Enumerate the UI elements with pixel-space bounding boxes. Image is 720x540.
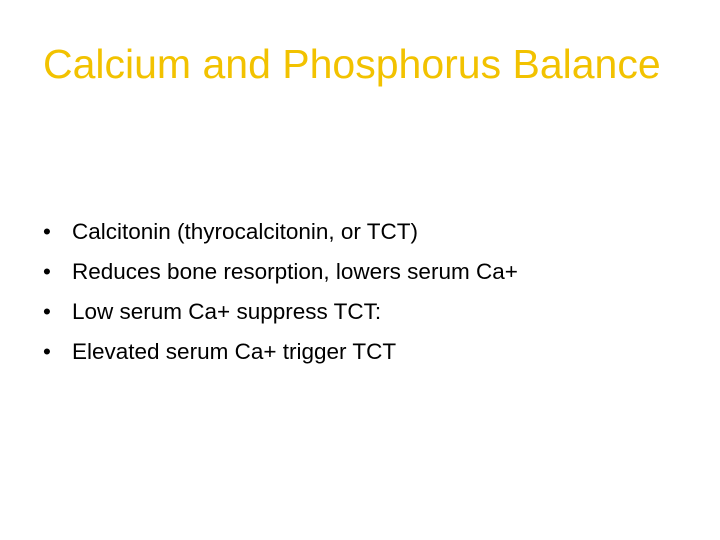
- bullet-dot: •: [43, 299, 51, 324]
- bullet-text: Low serum Ca+ suppress TCT:: [72, 299, 382, 324]
- bullet-dot: •: [43, 339, 51, 364]
- bullet-dot: •: [43, 219, 51, 244]
- bullet-text: Reduces bone resorption, lowers serum Ca+: [72, 259, 518, 284]
- slide-title: Calcium and Phosphorus Balance: [43, 41, 661, 87]
- bullet-text: Calcitonin (thyrocalcitonin, or TCT): [72, 219, 418, 244]
- bullet-dot: •: [43, 259, 51, 284]
- bullet-text: Elevated serum Ca+ trigger TCT: [72, 339, 397, 364]
